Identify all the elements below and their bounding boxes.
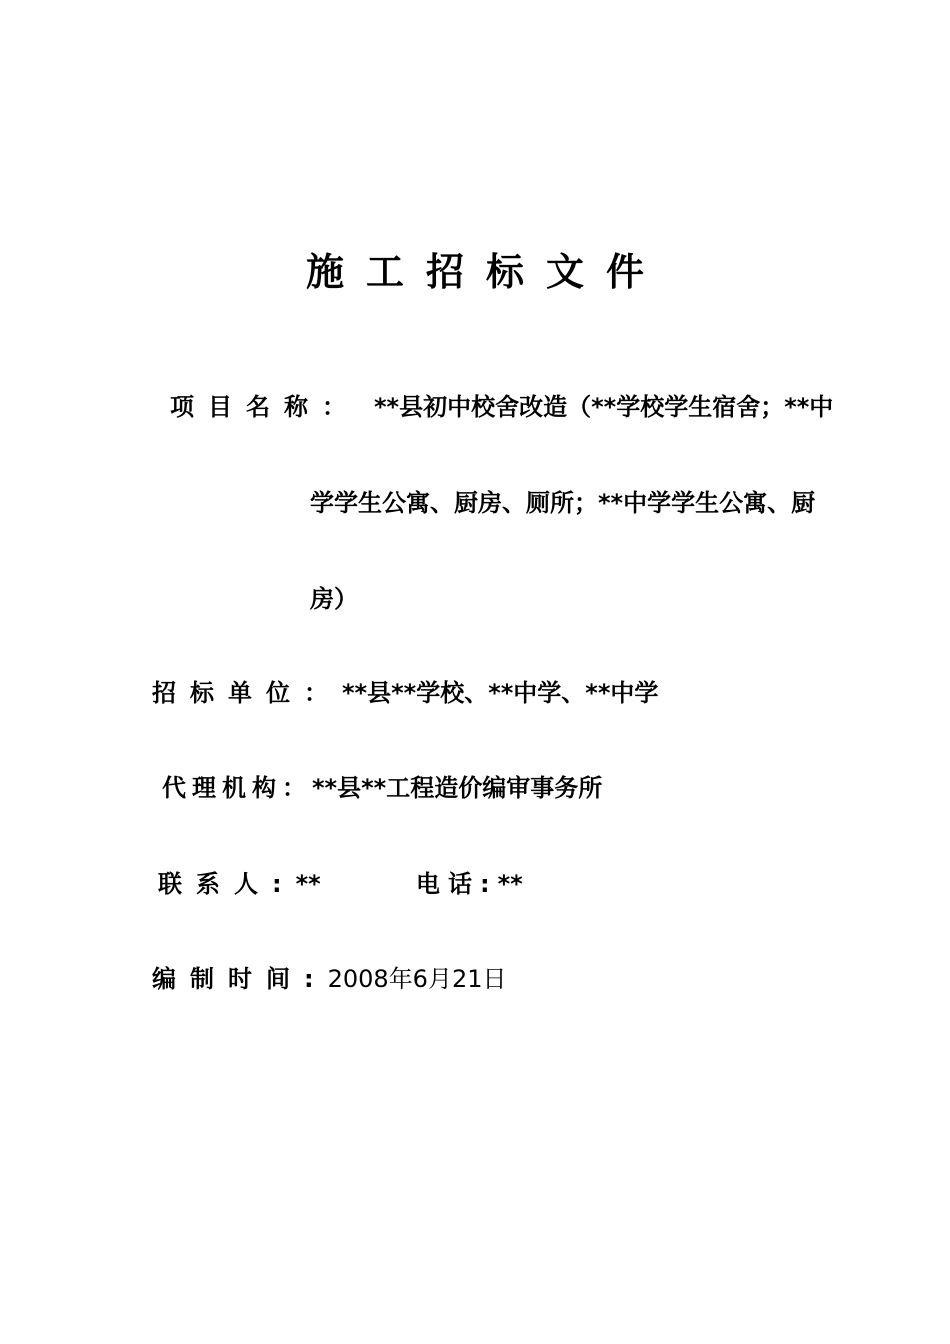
contact-label: 联系人:: [158, 870, 296, 898]
agency-value: **县**工程造价编审事务所: [312, 774, 603, 802]
phone-value: **: [497, 870, 523, 898]
agency-line: [162, 771, 602, 805]
project-name-line-2: 学学生公寓、厨房、厕所；**中学学生公寓、厨: [310, 489, 816, 517]
tenderer-label: 招标单位：: [152, 679, 342, 707]
contact-value: **: [295, 870, 321, 898]
project-name-line-1: [170, 390, 833, 424]
tenderer-value: **县**学校、**中学、**中学: [342, 679, 659, 707]
document-title: 施工招标文件: [305, 250, 666, 294]
project-name-label: 项目名称：: [170, 393, 360, 421]
project-name-line-3: 房）: [310, 585, 358, 613]
phone-label: 电话:: [416, 870, 498, 898]
tenderer-line: [152, 676, 658, 710]
project-name-value-1: **县初中校舍改造（**学校学生宿舍；**中: [374, 393, 834, 421]
contact-line: [158, 867, 321, 901]
agency-label: 代理机构：: [162, 774, 312, 802]
date-value: 2008年6月21日: [327, 965, 507, 993]
date-line: [152, 962, 507, 996]
date-label: 编制时间:: [152, 965, 328, 993]
phone-line: [416, 867, 523, 901]
